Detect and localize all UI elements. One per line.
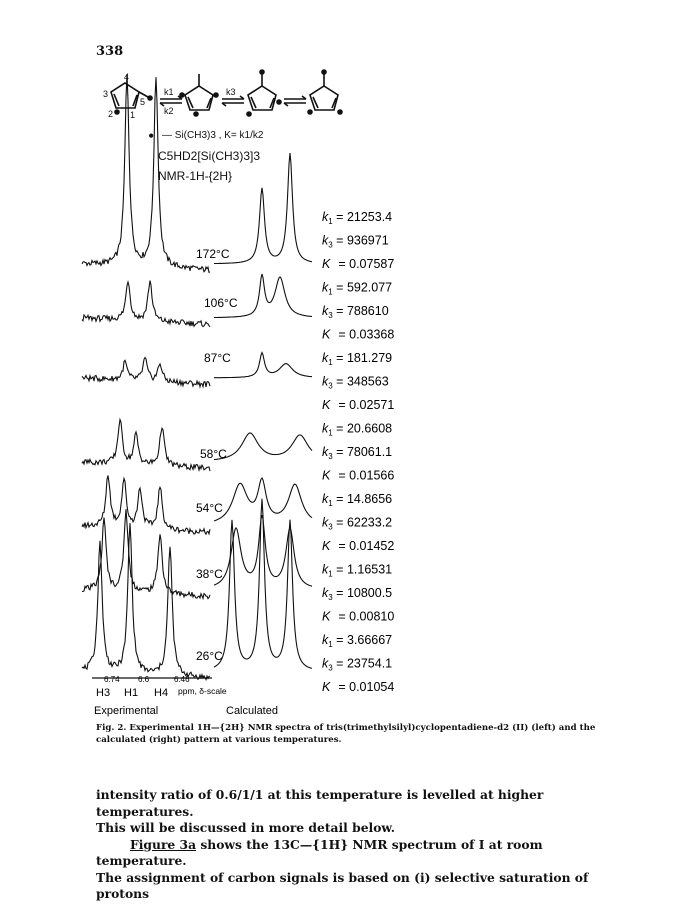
parameter-subscript: 3 — [328, 311, 333, 320]
parameter-value: = 23754.1 — [332, 656, 393, 671]
rate-parameter-row — [322, 304, 389, 320]
parameter-symbol: k — [322, 656, 329, 671]
parameter-symbol: K — [322, 539, 331, 553]
atom-label: 3 — [103, 89, 109, 99]
parameter-symbol: k — [322, 586, 329, 600]
parameter-value: = 0.07587 — [338, 257, 395, 271]
rate-parameter-row — [322, 516, 392, 532]
calculated-trace — [214, 433, 312, 460]
body-line-text: shows the 13C—{1H} NMR spectrum of I at room temperature. — [96, 836, 543, 868]
rate-label: k2 — [164, 106, 174, 116]
rate-parameter-row — [322, 469, 394, 483]
experimental-label: Experimental — [94, 705, 159, 717]
experimental-trace — [82, 476, 210, 535]
rate-parameters — [322, 210, 394, 694]
body-text — [96, 787, 626, 903]
parameter-value: = 788610 — [332, 304, 389, 318]
rate-parameter-row — [322, 328, 394, 342]
parameter-symbol: K — [322, 327, 331, 342]
rate-parameter-row — [322, 680, 394, 694]
tick-label: 6.74 — [104, 675, 120, 684]
peak-label-h1: H1 — [124, 687, 139, 699]
calculated-trace — [214, 499, 312, 669]
parameter-subscript: 3 — [328, 381, 333, 391]
body-line: intensity ratio of 0.6/1/1 at this temperature is levelled at higher temperatures. — [96, 787, 544, 819]
temperature-label: 87°C — [204, 351, 231, 365]
experimental-trace — [82, 281, 210, 327]
rate-label: k3 — [226, 87, 236, 97]
parameter-symbol: k — [322, 304, 329, 318]
parameter-subscript: 3 — [328, 452, 333, 461]
temperature-label: 58°C — [200, 447, 227, 461]
rate-parameter-row — [322, 422, 392, 438]
experimental-trace — [82, 420, 210, 472]
parameter-value: = 0.01054 — [338, 680, 395, 694]
parameter-value: = 936971 — [332, 233, 389, 248]
rate-label: k1 — [164, 87, 174, 97]
rate-parameter-row — [322, 657, 392, 673]
parameter-subscript: 3 — [328, 663, 333, 673]
parameter-symbol: K — [322, 257, 331, 271]
rate-parameter-row — [322, 610, 394, 624]
parameter-subscript: 1 — [328, 499, 333, 508]
scale-label: ppm, δ-scale — [178, 686, 227, 696]
parameter-value: = 348563 — [332, 374, 389, 389]
atom-label: 5 — [140, 97, 146, 107]
rate-parameter-row — [322, 539, 394, 553]
parameter-subscript: 3 — [328, 593, 333, 602]
parameter-subscript: 1 — [328, 358, 333, 367]
parameter-subscript: 1 — [328, 640, 333, 649]
experimental-spectra — [82, 74, 210, 679]
parameter-value: = 0.01452 — [338, 539, 395, 553]
temperature-label: 106°C — [204, 296, 238, 310]
parameter-symbol: k — [322, 351, 329, 365]
nmr-label: NMR-1H-{2H} — [158, 169, 233, 183]
silyl-dot-symbol: • — [148, 126, 155, 146]
atom-label: 2 — [108, 109, 114, 119]
parameter-symbol: K — [322, 398, 331, 412]
rate-parameter-row — [322, 257, 394, 271]
figure-caption: Fig. 2. Experimental 1H—{2H} NMR spectra of tris(trimethylsilyl)cyclopentadiene-d2 (II) (left) and the calculated (right) pattern at various temperatures. — [96, 723, 596, 745]
parameter-subscript: 1 — [328, 569, 333, 579]
atom-label: 1 — [130, 110, 136, 120]
parameter-value: = 592.077 — [332, 280, 393, 295]
rate-parameter-row — [322, 351, 392, 367]
parameter-symbol: k — [322, 374, 329, 389]
body-line — [96, 837, 626, 870]
parameter-symbol: k — [322, 421, 329, 436]
temperature-label: 172°C — [196, 247, 230, 261]
parameter-symbol: k — [322, 445, 329, 459]
experimental-trace — [82, 358, 210, 388]
rate-parameter-row — [322, 375, 389, 391]
ppm-axis — [92, 675, 227, 699]
experimental-trace — [82, 509, 210, 598]
temperature-label: 26°C — [196, 649, 223, 663]
tick-label: 6.6 — [138, 675, 150, 684]
parameter-subscript: 1 — [328, 428, 333, 438]
reaction-scheme — [111, 74, 338, 110]
scheme-legend: — Si(CH3)3 , K= k1/k2 — [162, 130, 264, 141]
parameter-subscript: 1 — [328, 287, 333, 297]
parameter-symbol: k — [322, 233, 329, 248]
compound-label: C5HD2[Si(CH3)3]3 — [158, 149, 261, 163]
parameter-value: = 21253.4 — [332, 210, 393, 224]
parameter-symbol: k — [322, 515, 329, 530]
peak-label-h3: H3 — [96, 687, 111, 699]
parameter-symbol: K — [322, 609, 331, 624]
rate-parameter-row — [322, 586, 392, 602]
page-number: 338 — [96, 44, 124, 59]
rate-parameter-row — [322, 398, 394, 412]
parameter-symbol: k — [322, 210, 329, 224]
parameter-value: = 1.16531 — [332, 562, 393, 577]
parameter-value: = 78061.1 — [332, 445, 393, 459]
parameter-symbol: K — [322, 680, 331, 694]
parameter-value: = 10800.5 — [332, 586, 393, 600]
parameter-symbol: k — [322, 633, 329, 647]
parameter-value: = 0.02571 — [338, 398, 395, 412]
rate-parameter-row — [322, 633, 392, 649]
calculated-spectra — [214, 153, 312, 668]
parameter-value: = 3.66667 — [332, 633, 393, 647]
parameter-symbol: K — [322, 468, 331, 483]
parameter-value: = 0.01566 — [338, 468, 395, 483]
atom-label: 4 — [124, 72, 130, 82]
rate-parameter-row — [322, 492, 392, 508]
temperature-label: 54°C — [196, 501, 223, 515]
calculated-label: Calculated — [226, 705, 278, 717]
parameter-value: = 62233.2 — [332, 515, 393, 530]
parameter-value: = 0.03368 — [338, 327, 395, 342]
figure-reference: Figure 3a — [130, 836, 197, 852]
parameter-subscript: 3 — [328, 522, 333, 532]
temperature-label: 38°C — [196, 567, 223, 581]
tick-label: 6.46 — [174, 675, 190, 684]
parameter-value: = 14.8656 — [332, 492, 393, 506]
rate-parameter-row — [322, 563, 392, 579]
experimental-trace — [82, 523, 210, 679]
parameter-value: = 0.00810 — [338, 609, 395, 624]
parameter-value: = 20.6608 — [332, 421, 393, 436]
body-line: This will be discussed in more detail below. — [96, 820, 396, 835]
peak-label-h4: H4 — [154, 687, 169, 699]
rate-parameter-row — [322, 210, 392, 226]
parameter-subscript: 1 — [328, 217, 333, 226]
rate-parameter-row — [322, 234, 389, 250]
rate-parameter-row — [322, 281, 392, 297]
parameter-symbol: k — [322, 492, 329, 506]
parameter-symbol: k — [322, 280, 329, 295]
rate-parameter-row — [322, 445, 392, 461]
parameter-subscript: 3 — [328, 240, 333, 250]
parameter-value: = 181.279 — [332, 351, 393, 365]
parameter-symbol: k — [322, 562, 329, 577]
body-line: The assignment of carbon signals is based on (i) selective saturation of protons — [96, 869, 589, 901]
